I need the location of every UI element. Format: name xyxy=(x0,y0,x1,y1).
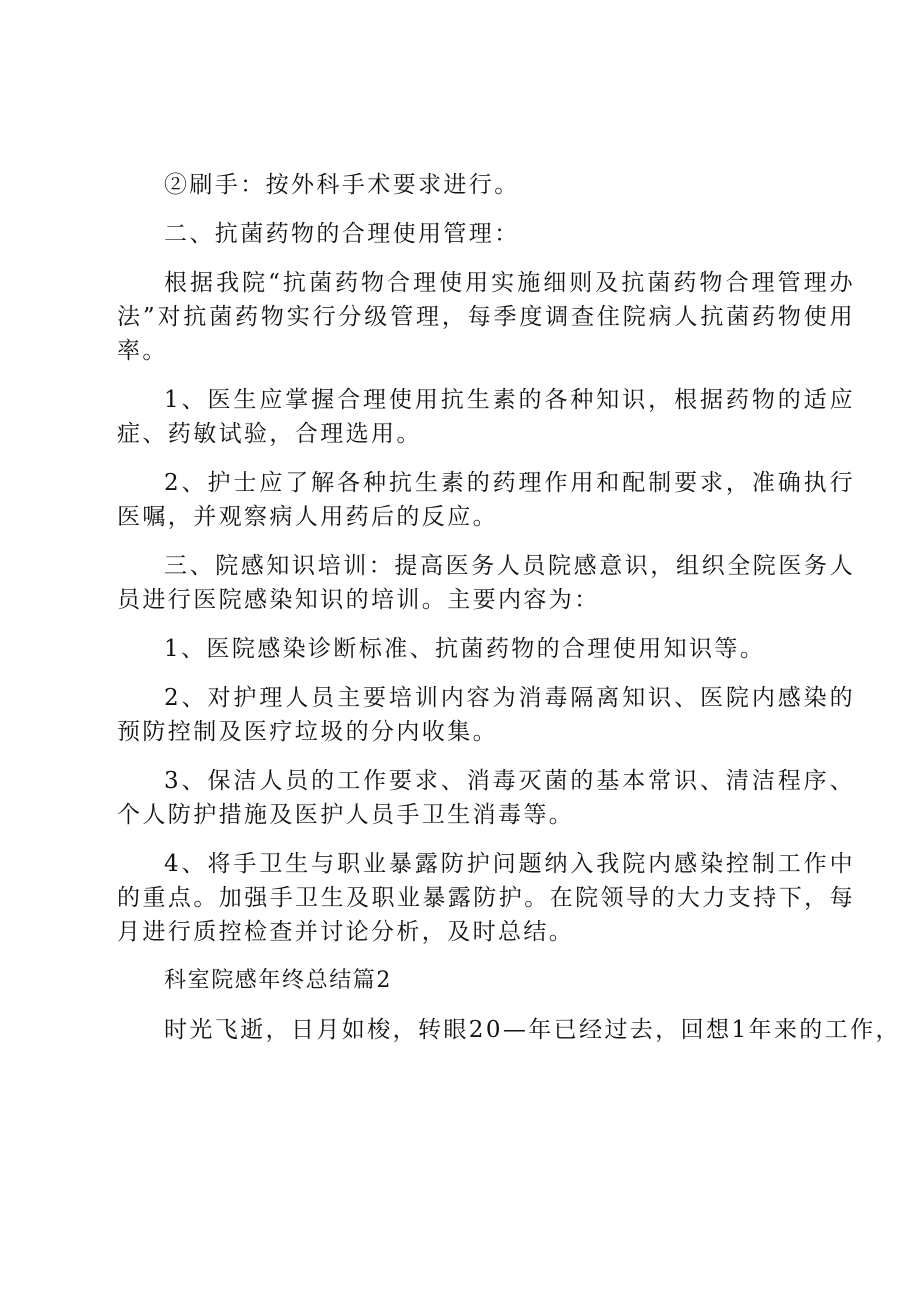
paragraph-doctor-knowledge: 1、医生应掌握合理使用抗生素的各种知识，根据药物的适应症、药敏试验，合理选用。 xyxy=(117,387,855,447)
paragraph-antibiotic-policy: 根据我院“抗菌药物合理使用实施细则及抗菌药物合理管理办法”对抗菌药物实行分级管理，每季度调查住院病人抗菌药物使用率。 xyxy=(117,270,855,364)
paragraph-cleaning-staff: 3、保洁人员的工作要求、消毒灭菌的基本常识、清洁程序、个人防护措施及医护人员手卫生消毒等。 xyxy=(117,768,855,828)
section-heading-training: 三、院感知识培训：提高医务人员院感意识，组织全院医务人员进行医院感染知识的培训。主要内容为： xyxy=(117,553,855,613)
section-heading-antibiotics: 二、抗菌药物的合理使用管理： xyxy=(164,221,520,247)
paragraph-scrubbing: ②刷手：按外科手术要求进行。 xyxy=(164,172,520,198)
document-body xyxy=(117,168,901,1062)
paragraph-diagnosis-standards: 1、医院感染诊断标准、抗菌药物的合理使用知识等。 xyxy=(164,636,766,662)
paragraph-nursing-training: 2、对护理人员主要培训内容为消毒隔离知识、医院内感染的预防控制及医疗垃圾的分内收集。 xyxy=(117,685,855,745)
paragraph-nurse-knowledge: 2、护士应了解各种抗生素的药理作用和配制要求，准确执行医嘱，并观察病人用药后的反应。 xyxy=(117,470,855,530)
paragraph-year-review: 时光飞逝，日月如梭，转眼20—年已经过去，回想1年来的工作， xyxy=(164,1017,901,1043)
paragraph-hand-hygiene: 4、将手卫生与职业暴露防护问题纳入我院内感染控制工作中的重点。加强手卫生及职业暴露防护。在院领导的大力支持下，每月进行质控检查并讨论分析，及时总结。 xyxy=(117,851,855,945)
article-title-part-2: 科室院感年终总结篇2 xyxy=(164,968,392,993)
